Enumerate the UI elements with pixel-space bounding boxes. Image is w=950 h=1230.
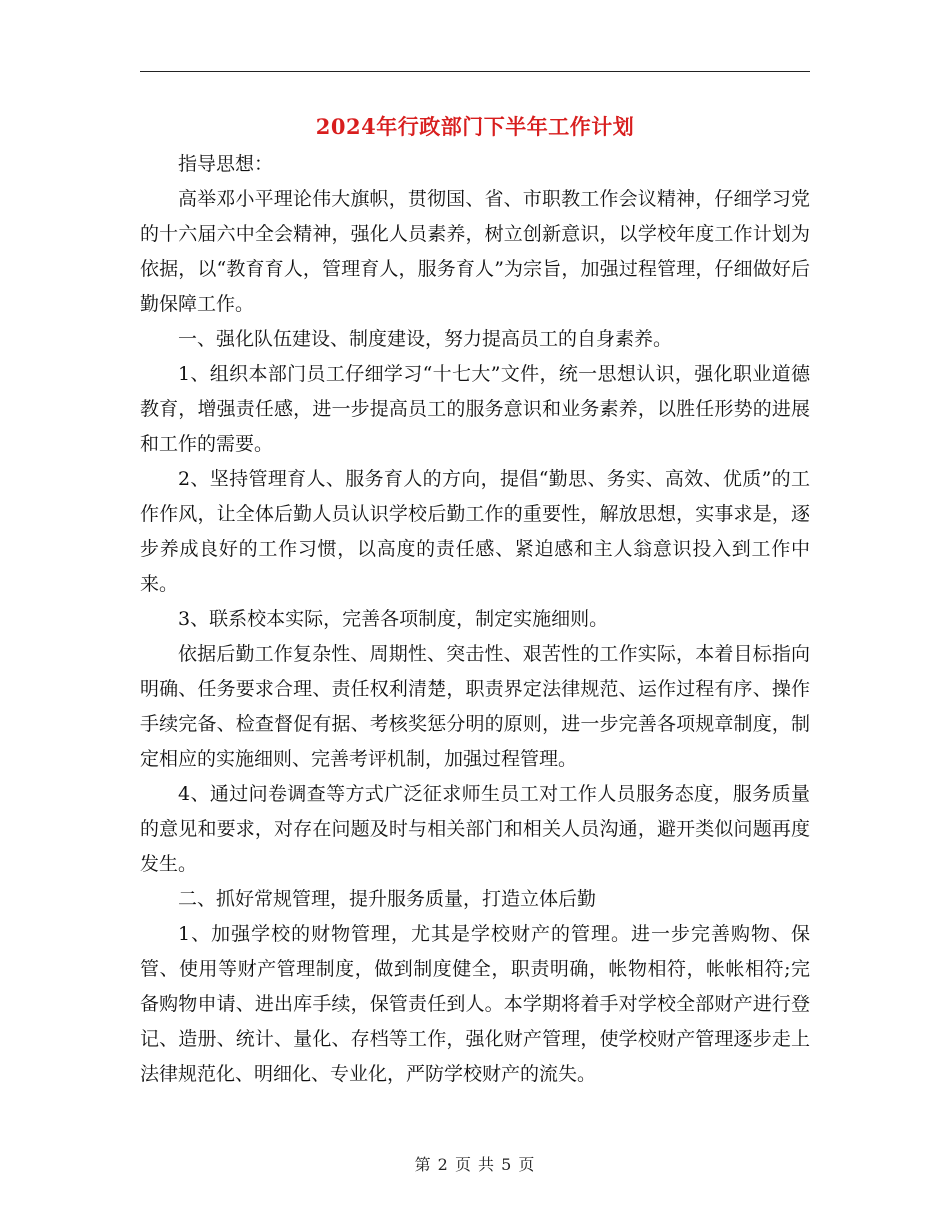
document-body [140,147,810,1092]
section-heading-1: 一、强化队伍建设、制度建设，努力提高员工的自身素养。 [178,328,673,350]
paragraph-item-2-1: 1、加强学校的财物管理，尤其是学校财产的管理。进一步完善购物、保管、使用等财产管理制度，做到制度健全，职责明确，帐物相符，帐帐相符;完备购物申请、进出库手续，保管责任到人。本学期将着手对学校全部财产进行登记、造册、统计、量化、存档等工作，强化财产管理，使学校财产管理逐步走上法律规范化、明细化、专业化，严防学校财产的流失。 [140,923,810,1085]
document-title: 2024年行政部门下半年工作计划 [315,114,635,139]
paragraph-item-1-3-detail: 依据后勤工作复杂性、周期性、突击性、艰苦性的工作实际，本着目标指向明确、任务要求合理、责任权利清楚，职责界定法律规范、运作过程有序、操作手续完备、检查督促有据、考核奖惩分明的原则，进一步完善各项规章制度，制定相应的实施细则、完善考评机制，加强过程管理。 [140,643,810,770]
paragraph-item-1-4: 4、通过问卷调查等方式广泛征求师生员工对工作人员服务态度，服务质量的意见和要求，对存在问题及时与相关部门和相关人员沟通，避开类似问题再度发生。 [140,783,810,875]
header-rule [140,71,810,72]
paragraph-item-1-1: 1、组织本部门员工仔细学习“十七大”文件，统一思想认识，强化职业道德教育，增强责任感，进一步提高员工的服务意识和业务素养，以胜任形势的进展和工作的需要。 [140,363,810,455]
paragraph-item-1-3: 3、联系校本实际，完善各项制度，制定实施细则。 [178,608,609,630]
paragraph-item-1-2: 2、坚持管理育人、服务育人的方向，提倡“勤思、务实、高效、优质”的工作作风，让全体后勤人员认识学校后勤工作的重要性，解放思想，实事求是，逐步养成良好的工作习惯，以高度的责任感、紧迫感和主人翁意识投入到工作中来。 [140,468,810,595]
paragraph-guiding-heading: 指导思想： [178,153,274,175]
paragraph-guiding-thought: 高举邓小平理论伟大旗帜，贯彻国、省、市职教工作会议精神，仔细学习党的十六届六中全会精神，强化人员素养，树立创新意识，以学校年度工作计划为依据，以“教育育人，管理育人，服务育人”为宗旨，加强过程管理，仔细做好后勤保障工作。 [140,188,810,315]
section-heading-2: 二、抓好常规管理，提升服务质量，打造立体后勤 [178,888,597,910]
page-number-footer: 第 2 页 共 5 页 [414,1155,536,1174]
